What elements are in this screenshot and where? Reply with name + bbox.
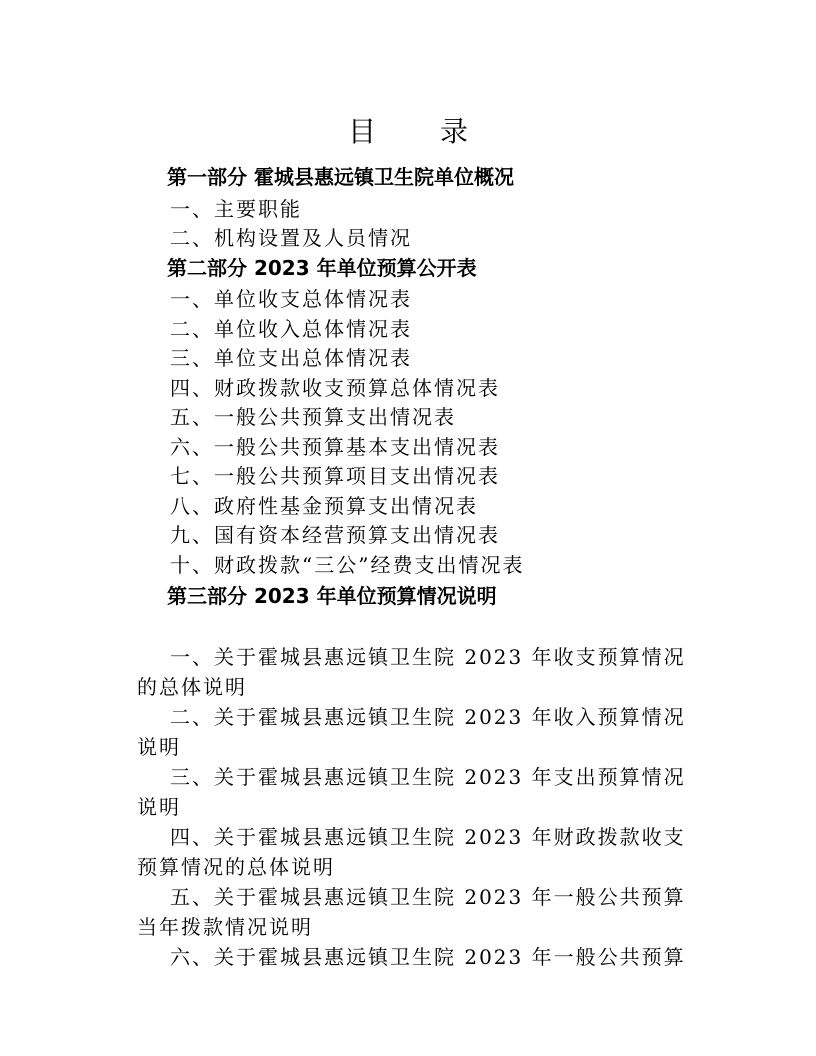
part-2-heading[interactable]: 第二部分 2023 年单位预算公开表 [167, 256, 477, 280]
toc-item[interactable]: 一、单位收支总体情况表 [170, 287, 412, 311]
toc-entry-line2[interactable]: 预算情况的总体说明 [137, 855, 335, 879]
toc-entry-line1[interactable]: 六、关于霍城县惠远镇卫生院 2023 年一般公共预算 [170, 945, 686, 969]
toc-entry-line1[interactable]: 二、关于霍城县惠远镇卫生院 2023 年收入预算情况 [170, 705, 686, 729]
part-1-heading[interactable]: 第一部分 霍城县惠远镇卫生院单位概况 [167, 165, 514, 189]
toc-item[interactable]: 七、一般公共预算项目支出情况表 [170, 464, 500, 488]
title-char-1: 目 [347, 115, 376, 148]
title-char-2: 录 [440, 115, 469, 148]
toc-item[interactable]: 九、国有资本经营预算支出情况表 [170, 523, 500, 547]
toc-item[interactable]: 四、财政拨款收支预算总体情况表 [170, 376, 500, 400]
toc-item[interactable]: 一、主要职能 [170, 197, 302, 221]
toc-entry-line2[interactable]: 当年拨款情况说明 [137, 915, 313, 939]
toc-item[interactable]: 五、一般公共预算支出情况表 [170, 405, 456, 429]
toc-entry-line1[interactable]: 三、关于霍城县惠远镇卫生院 2023 年支出预算情况 [170, 765, 686, 789]
part-3-heading[interactable]: 第三部分 2023 年单位预算情况说明 [167, 584, 497, 608]
toc-item[interactable]: 六、一般公共预算基本支出情况表 [170, 435, 500, 459]
toc-entry-line1[interactable]: 一、关于霍城县惠远镇卫生院 2023 年收支预算情况 [170, 645, 686, 669]
toc-item[interactable]: 三、单位支出总体情况表 [170, 346, 412, 370]
toc-item[interactable]: 二、单位收入总体情况表 [170, 317, 412, 341]
toc-entry-line1[interactable]: 五、关于霍城县惠远镇卫生院 2023 年一般公共预算 [170, 885, 686, 909]
page-title [0, 110, 816, 154]
toc-entry-line2[interactable]: 说明 [137, 795, 181, 819]
toc-item[interactable]: 十、财政拨款“三公”经费支出情况表 [170, 553, 525, 577]
toc-entry-line2[interactable]: 的总体说明 [137, 675, 247, 699]
toc-item[interactable]: 八、政府性基金预算支出情况表 [170, 494, 478, 518]
toc-entry-line2[interactable]: 说明 [137, 735, 181, 759]
toc-entry-line1[interactable]: 四、关于霍城县惠远镇卫生院 2023 年财政拨款收支 [170, 825, 686, 849]
toc-item[interactable]: 二、机构设置及人员情况 [170, 226, 412, 250]
